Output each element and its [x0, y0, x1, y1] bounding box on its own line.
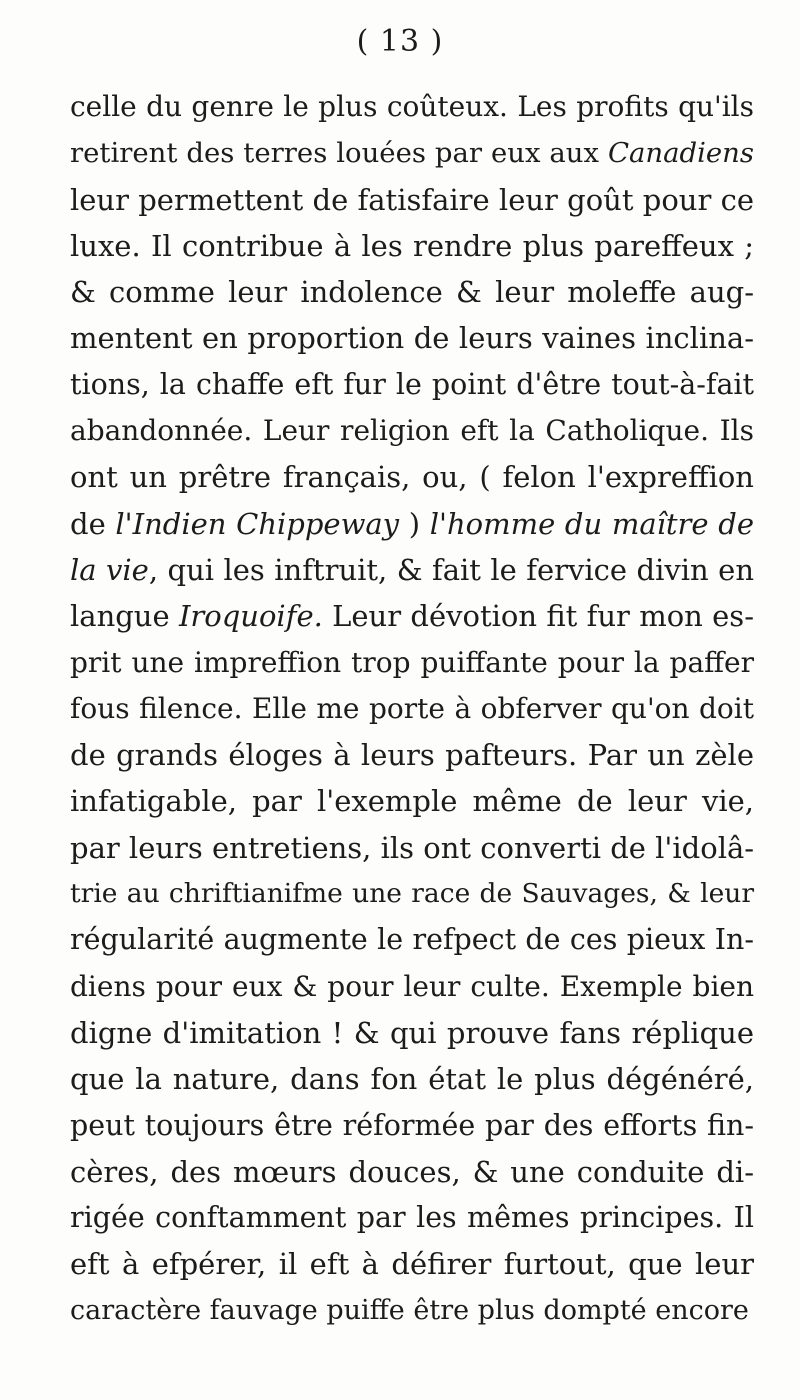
text-line [70, 871, 754, 917]
text-segment: régularité augmente le refpect de ces pieux In- [70, 923, 754, 957]
text-line [70, 1288, 754, 1334]
text-segment: mentent en proportion de leurs vaines inclina- [70, 321, 754, 356]
text-segment: trie au chriftianifme une race de Sauvages, & leur [70, 878, 754, 910]
italic-text: Iroquoife. [178, 599, 323, 634]
italic-text: la vie [70, 552, 149, 587]
text-line [70, 917, 754, 963]
text-line [70, 315, 754, 361]
text-segment: infatigable, par l'exemple même de leur vie, [70, 784, 754, 819]
text-segment: abandonnée. Leur religion eft la Catholique. Ils [70, 414, 754, 448]
text-segment: caractère fauvage puiffe être plus dompté encore [70, 1294, 749, 1326]
text-segment: langue [70, 599, 179, 634]
text-line [70, 778, 754, 824]
text-line [70, 1149, 754, 1195]
body-text [70, 84, 754, 1334]
text-line [70, 130, 754, 176]
text-line [70, 547, 754, 593]
text-segment: tions, la chaffe eft fur le point d'être tout-à-fait [70, 367, 754, 401]
text-segment: cères, des mœurs douces, & une conduite di- [70, 1154, 754, 1189]
text-segment: que la nature, dans fon état le plus dégénéré, [70, 1062, 754, 1097]
italic-text: Canadiens [607, 137, 754, 170]
text-line [70, 501, 754, 547]
text-segment: retirent des terres louées par eux aux [70, 137, 608, 170]
text-line [70, 1241, 754, 1287]
text-segment: Leur dévotion fit fur mon es- [322, 599, 754, 634]
text-line [70, 177, 754, 223]
text-segment: eft à efpérer, il eft à défirer furtout, que leur [70, 1247, 754, 1282]
text-segment: ont un prêtre français, ou, ( felon l'expreffion [70, 460, 754, 495]
text-line [70, 269, 754, 315]
text-line [70, 1195, 754, 1241]
text-segment: par leurs entretiens, ils ont converti de l'idolâ- [70, 830, 755, 865]
text-segment: leur permettent de fatisfaire leur goût pour ce [70, 182, 754, 217]
text-line [70, 362, 754, 408]
text-line [70, 1010, 754, 1056]
text-segment: fous filence. Elle me porte à obferver qu'on doit [70, 691, 754, 725]
text-line [70, 454, 754, 500]
text-segment: & comme leur indolence & leur moleffe aug- [70, 275, 754, 310]
text-segment: de [70, 506, 116, 541]
text-segment: , qui les inftruit, & fait le fervice divin en [148, 552, 754, 587]
italic-text: l'homme du maître de [429, 506, 754, 541]
text-segment: prit une impreffion trop puiffante pour la paffer [70, 645, 754, 679]
text-line [70, 84, 754, 130]
text-line [70, 223, 754, 269]
text-segment: ) [399, 506, 430, 541]
text-line [70, 640, 754, 686]
text-line [70, 1103, 754, 1149]
text-line [70, 732, 754, 778]
text-line [70, 964, 754, 1010]
text-line [70, 593, 754, 639]
page-number: ( 13 ) [356, 24, 444, 59]
text-line [70, 1056, 754, 1102]
text-segment: digne d'imitation ! & qui prouve fans réplique [70, 1015, 754, 1050]
text-segment: rigée conftamment par les mêmes principes. Il [70, 1201, 754, 1235]
text-segment: celle du genre le plus coûteux. Les profits qu'ils [70, 90, 754, 123]
text-segment: diens pour eux & pour leur culte. Exemple bien [70, 969, 754, 1003]
text-segment: peut toujours être réformée par des efforts fin- [70, 1108, 754, 1142]
text-line [70, 408, 754, 454]
text-segment: luxe. Il contribue à les rendre plus pareffeux ; [70, 228, 754, 263]
text-segment: de grands éloges à leurs pafteurs. Par un zèle [70, 738, 754, 773]
text-line [70, 686, 754, 732]
italic-text: l'Indien Chippeway [115, 506, 400, 541]
text-line [70, 825, 754, 871]
